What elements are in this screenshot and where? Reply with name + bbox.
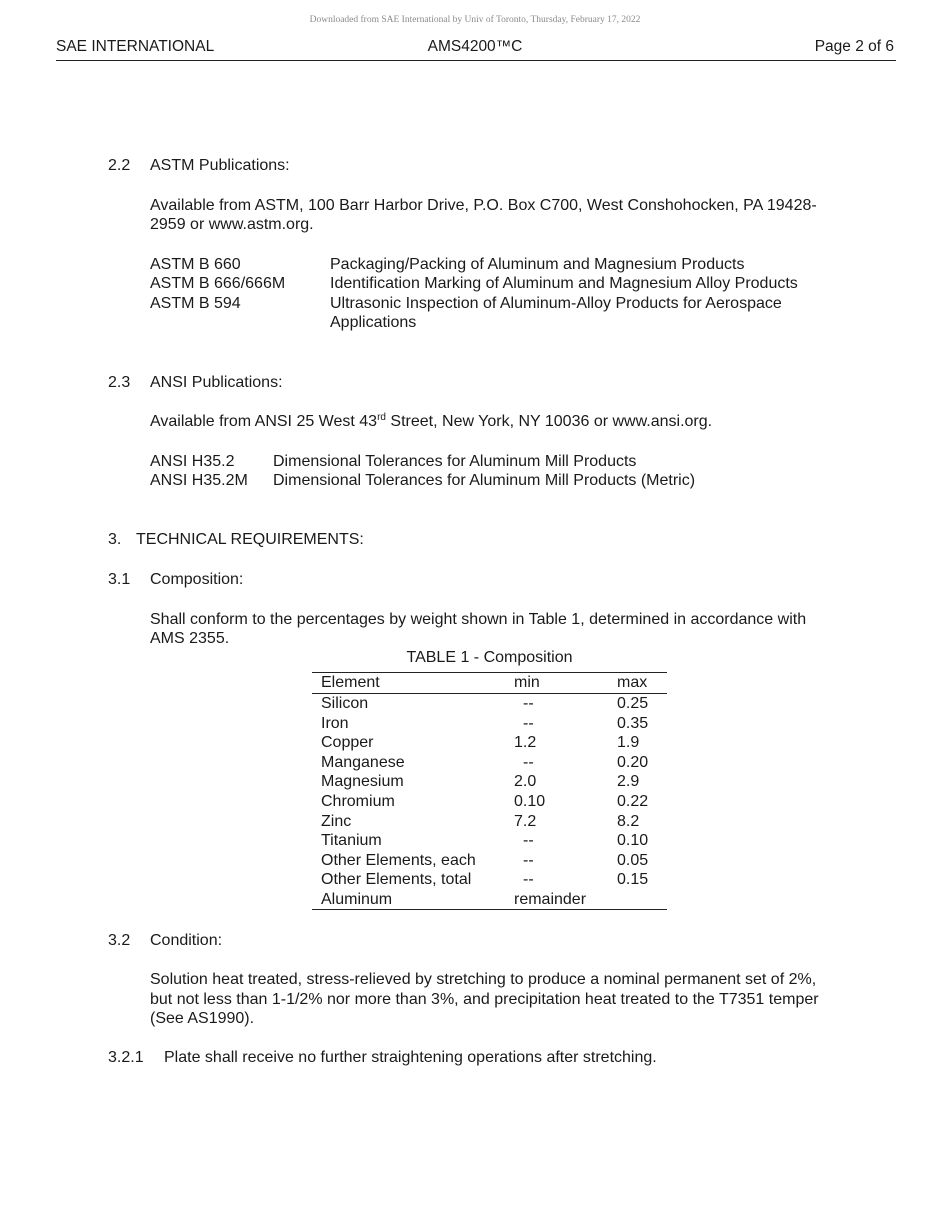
table-row bbox=[312, 832, 667, 852]
table-row bbox=[312, 793, 667, 813]
table-row bbox=[312, 695, 667, 715]
reference-title: Identification Marking of Aluminum and Magnesium Alloy Products bbox=[330, 275, 798, 292]
cell-element: Chromium bbox=[321, 793, 395, 810]
cell-element: Magnesium bbox=[321, 773, 404, 791]
cell-max: 0.22 bbox=[617, 793, 649, 810]
cell-min: 2.0 bbox=[514, 773, 537, 791]
section-title: ANSI Publications: bbox=[150, 374, 283, 391]
header-rule bbox=[56, 60, 896, 61]
table-row bbox=[312, 715, 667, 735]
cell-max: 2.9 bbox=[617, 773, 640, 791]
cell-element: Titanium bbox=[321, 832, 382, 850]
cell-min: 0.10 bbox=[514, 793, 546, 810]
cell-element: Other Elements, each bbox=[321, 851, 476, 869]
cell-min: 1.2 bbox=[514, 734, 537, 752]
table-header-rule bbox=[312, 693, 667, 694]
paragraph-line: 2959 or www.astm.org. bbox=[150, 216, 314, 233]
cell-element: Aluminum bbox=[321, 891, 393, 908]
reference-code: ASTM B 666/666M bbox=[150, 275, 286, 292]
cell-min: -- bbox=[523, 714, 534, 732]
cell-element: Manganese bbox=[321, 753, 405, 771]
cell-min: -- bbox=[523, 753, 534, 771]
paragraph-line: Shall conform to the percentages by weight shown in Table 1, determined in accordance with bbox=[150, 611, 807, 628]
section-number: 3.1 bbox=[108, 571, 131, 588]
cell-min: -- bbox=[523, 832, 534, 850]
table-row bbox=[312, 754, 667, 774]
table-row bbox=[312, 734, 667, 754]
table-row bbox=[312, 813, 667, 833]
reference-title: Ultrasonic Inspection of Aluminum-Alloy Products for Aerospace bbox=[330, 295, 782, 312]
ansi-address-end: Street, New York, NY 10036 or www.ansi.org. bbox=[385, 413, 713, 430]
reference-title: Dimensional Tolerances for Aluminum Mill Products bbox=[273, 453, 637, 470]
section-title: TECHNICAL REQUIREMENTS: bbox=[136, 531, 364, 548]
table-top-rule bbox=[312, 672, 667, 673]
cell-element: Iron bbox=[321, 714, 349, 732]
table-row bbox=[312, 852, 667, 872]
section-title: Condition: bbox=[150, 932, 223, 949]
cell-min: -- bbox=[523, 695, 534, 712]
header-element: Element bbox=[321, 674, 380, 691]
table-row bbox=[312, 891, 667, 911]
cell-min: remainder bbox=[514, 891, 587, 908]
table-bottom-rule bbox=[312, 909, 667, 910]
reference-code: ANSI H35.2 bbox=[150, 453, 235, 470]
cell-element: Zinc bbox=[321, 812, 352, 830]
section-title: ASTM Publications: bbox=[150, 157, 290, 174]
header-max: max bbox=[617, 674, 648, 691]
cell-element: Copper bbox=[321, 734, 374, 752]
cell-min: -- bbox=[523, 851, 534, 869]
reference-code: ASTM B 594 bbox=[150, 295, 241, 312]
section-title: Composition: bbox=[150, 571, 244, 588]
cell-min: -- bbox=[523, 871, 534, 889]
cell-min: 7.2 bbox=[514, 812, 537, 830]
reference-code: ASTM B 660 bbox=[150, 256, 241, 273]
header-publisher: SAE INTERNATIONAL bbox=[56, 38, 215, 55]
cell-max: 0.25 bbox=[617, 695, 649, 712]
table-row bbox=[312, 871, 667, 891]
table-header-row bbox=[312, 674, 667, 694]
paragraph-line: (See AS1990). bbox=[150, 1010, 255, 1027]
header-page-number: Page 2 of 6 bbox=[814, 38, 894, 55]
paragraph-line: but not less than 1-1/2% nor more than 3%, and precipitation heat treated to the T7351 temper bbox=[150, 991, 819, 1008]
section-number: 2.3 bbox=[108, 374, 131, 391]
paragraph-line: AMS 2355. bbox=[150, 630, 230, 647]
cell-max: 0.20 bbox=[617, 753, 649, 771]
cell-max: 8.2 bbox=[617, 812, 640, 830]
paragraph-line: Solution heat treated, stress-relieved by stretching to produce a nominal permanent set of 2%, bbox=[150, 971, 817, 988]
cell-max: 1.9 bbox=[617, 734, 640, 752]
table-title: TABLE 1 - Composition bbox=[406, 649, 573, 666]
cell-max: 0.05 bbox=[617, 851, 649, 869]
paragraph-line: Plate shall receive no further straightening operations after stretching. bbox=[164, 1049, 657, 1066]
cell-max: 0.10 bbox=[617, 832, 649, 850]
header-document-number: AMS4200™C bbox=[427, 38, 523, 55]
section-number: 3. bbox=[108, 531, 122, 548]
cell-max: 0.35 bbox=[617, 714, 649, 732]
ordinal-superscript: rd bbox=[377, 412, 386, 423]
cell-max: 0.15 bbox=[617, 871, 649, 889]
reference-title: Packaging/Packing of Aluminum and Magnesium Products bbox=[330, 256, 745, 273]
reference-code: ANSI H35.2M bbox=[150, 472, 248, 489]
reference-title: Dimensional Tolerances for Aluminum Mill Products (Metric) bbox=[273, 472, 696, 489]
paragraph-line bbox=[150, 413, 712, 431]
section-number: 2.2 bbox=[108, 157, 131, 174]
cell-element: Other Elements, total bbox=[321, 871, 472, 889]
header-min: min bbox=[514, 674, 540, 691]
paragraph-line: Available from ASTM, 100 Barr Harbor Drive, P.O. Box C700, West Conshohocken, PA 19428- bbox=[150, 197, 817, 214]
section-number: 3.2.1 bbox=[108, 1049, 144, 1066]
ansi-address-start: Available from ANSI 25 West 43 bbox=[150, 413, 378, 430]
reference-title-continued: Applications bbox=[330, 314, 417, 331]
cell-element: Silicon bbox=[321, 695, 369, 712]
download-watermark: Downloaded from SAE International by Univ of Toronto, Thursday, February 17, 2022 bbox=[309, 15, 641, 25]
section-number: 3.2 bbox=[108, 932, 131, 949]
table-row bbox=[312, 773, 667, 793]
